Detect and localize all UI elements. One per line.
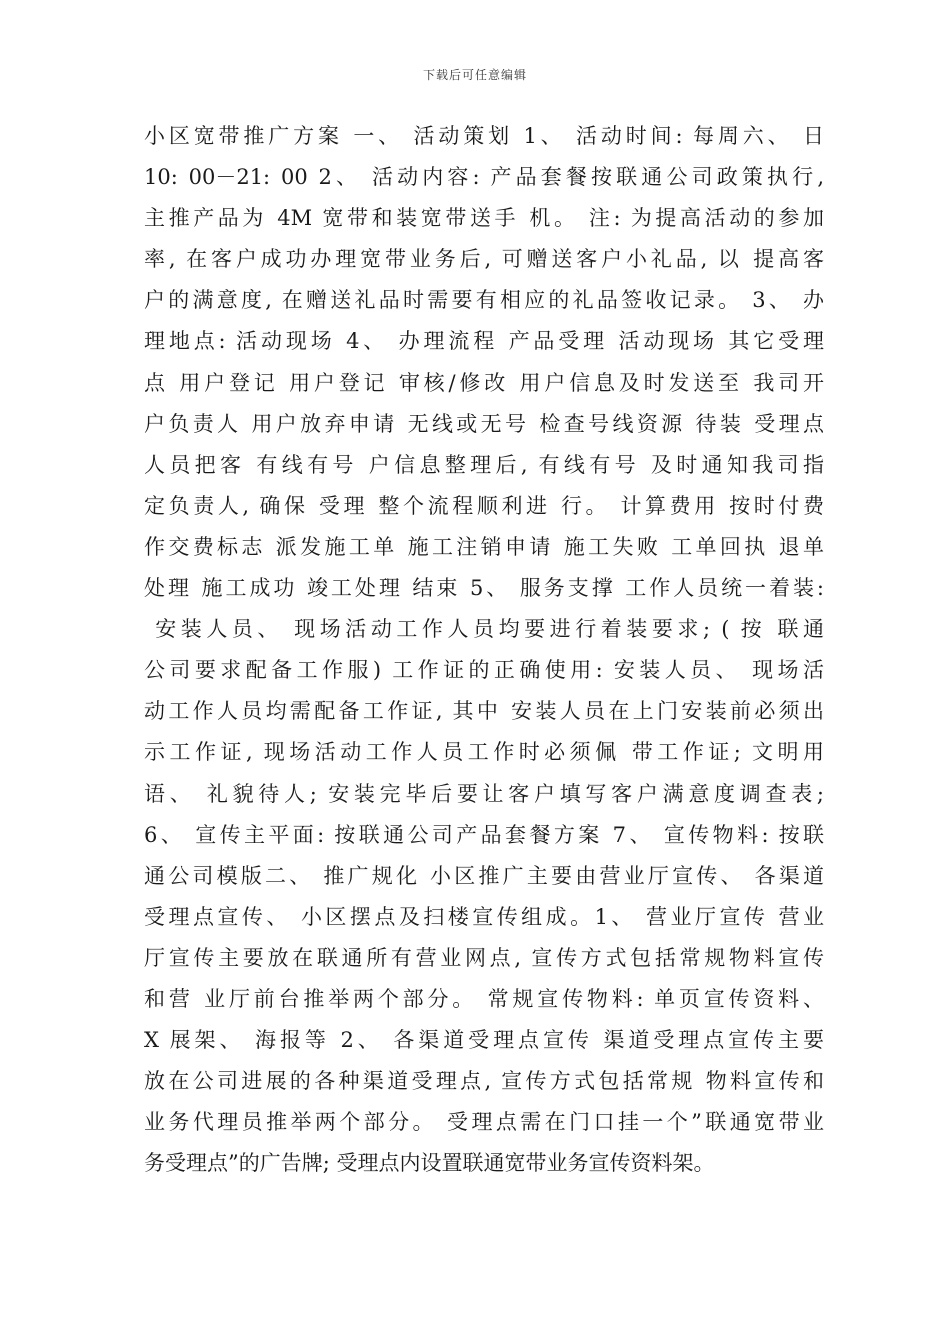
- text-line: 动工作人员均需配备工作证, 其中 安装人员在上门安装前必须出: [144, 699, 824, 724]
- text-line: 厅宣传主要放在联通所有营业网点, 宣传方式包括常规物料宣传: [144, 945, 824, 970]
- text-line: 作交费标志 派发施工单 施工注销申请 施工失败 工单回执 退单: [144, 534, 824, 559]
- text-line: 放在公司进展的各种渠道受理点, 宣传方式包括常规 物料宣传和: [144, 1069, 824, 1094]
- text-line: 主推产品为 4M 宽带和装宽带送手 机。 注: 为提高活动的参加: [144, 206, 824, 231]
- text-line: 户的满意度, 在赠送礼品时需要有相应的礼品签收记录。 3、 办: [144, 288, 824, 313]
- body-text: [144, 122, 824, 1190]
- text-line: 和营 业厅前台推举两个部分。 常规宣传物料: 单页宣传资料、: [144, 986, 824, 1011]
- text-line: 点 用户登记 用户登记 审核/修改 用户信息及时发送至 我司开: [144, 370, 824, 395]
- text-line: 人员把客 有线有号 户信息整理后, 有线有号 及时通知我司指: [144, 452, 824, 477]
- text-line: 6、 宣传主平面: 按联通公司产品套餐方案 7、 宣传物料: 按联: [144, 822, 824, 847]
- text-line: 户负责人 用户放弃申请 无线或无号 检查号线资源 待装 受理点: [144, 411, 824, 436]
- text-line: 通公司模版二、 推广规化 小区推广主要由营业厅宣传、 各渠道: [144, 863, 824, 888]
- text-line: 安装人员、 现场活动工作人员均要进行着装要求; ( 按 联通: [144, 617, 824, 642]
- text-line: 小区宽带推广方案 一、 活动策划 1、 活动时间: 每周六、 日: [144, 124, 824, 148]
- text-line: 业务代理员推举两个部分。 受理点需在门口挂一个”联通宽带业: [144, 1110, 824, 1135]
- text-line: 处理 施工成功 竣工处理 结束 5、 服务支撑 工作人员统一着装:: [144, 576, 824, 601]
- text-line: 率, 在客户成功办理宽带业务后, 可赠送客户小礼品, 以 提高客: [144, 247, 824, 272]
- text-line: 定负责人, 确保 受理 整个流程顺利进 行。 计算费用 按时付费: [144, 493, 824, 518]
- text-line: 受理点宣传、 小区摆点及扫楼宣传组成。1、 营业厅宣传 营业: [144, 904, 824, 929]
- text-line: 理地点: 活动现场 4、 办理流程 产品受理 活动现场 其它受理: [144, 329, 824, 354]
- text-line: X 展架、 海报等 2、 各渠道受理点宣传 渠道受理点宣传主要: [144, 1028, 824, 1053]
- page-header: 下载后可任意编辑: [422, 68, 527, 82]
- text-line: 务受理点”的广告牌; 受理点内设置联通宽带业务宣传资料架。: [144, 1151, 715, 1176]
- text-line: 语、 礼貌待人; 安装完毕后要让客户填写客户满意度调查表;: [144, 781, 824, 806]
- text-line: 10: 00－21: 00 2、 活动内容: 产品套餐按联通公司政策执行,: [144, 165, 824, 190]
- text-line: 公司要求配备工作服) 工作证的正确使用: 安装人员、 现场活: [144, 658, 824, 683]
- text-line: 示工作证, 现场活动工作人员工作时必须佩 带工作证; 文明用: [144, 740, 824, 765]
